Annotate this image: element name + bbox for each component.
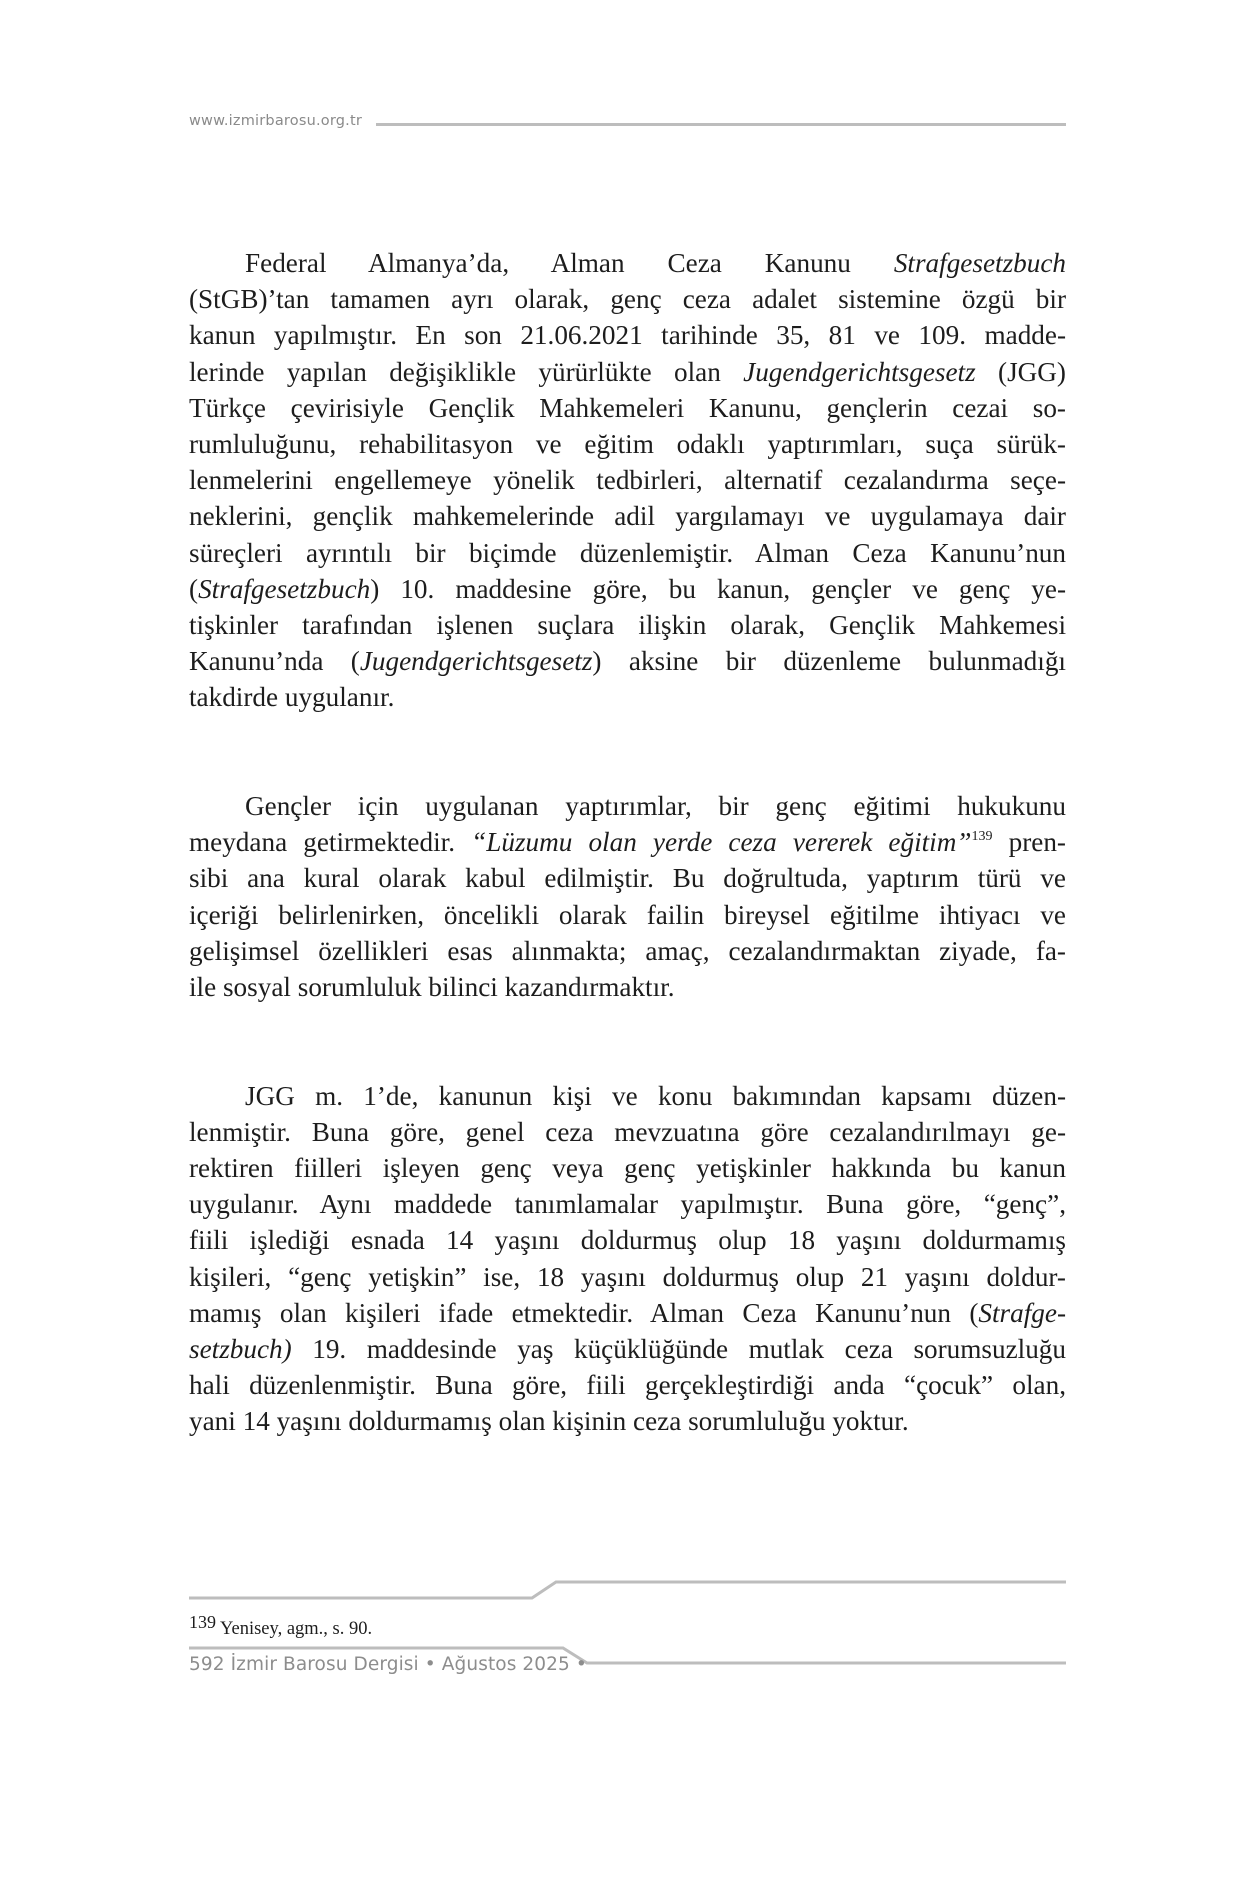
text-run: uygulanır. Aynı maddede tanımlamalar yapılmıştır. Buna göre, “genç”,	[189, 1189, 1066, 1220]
text-run: Kanunu’nda (	[189, 646, 360, 677]
text-run: hali düzenlenmiştir. Buna göre, fiili gerçekleştirdiği anda “çocuk” olan,	[189, 1370, 1066, 1401]
text-run: Gençler için uygulanan yaptırımlar, bir genç eğitimi hukukunu	[245, 791, 1066, 822]
text-run: Federal Almanya’da, Alman Ceza Kanunu	[245, 248, 894, 278]
text-run: lenmiştir. Buna göre, genel ceza mevzuatına göre cezalandırılmayı ge-	[189, 1116, 1066, 1147]
text-run: pren-	[992, 827, 1066, 858]
italic-term: “Lüzumu olan yerde ceza vererek eğitim”	[471, 827, 972, 858]
text-run: gelişimsel özellikleri esas alınmakta; amaç, cezalandırmaktan ziyade, fa-	[189, 935, 1066, 966]
text-run: 19. maddesinde yaş küçüklüğünde mutlak ceza sorumsuzluğu	[291, 1334, 1066, 1365]
footer-separator: •	[424, 1654, 436, 1675]
text-run: sibi ana kural olarak kabul edilmiştir. Bu doğrultuda, yaptırım türü ve	[189, 863, 1066, 894]
footnote	[189, 1612, 372, 1640]
text-run: rektiren fiilleri işleyen genç veya genç yetişkinler hakkında bu kanun	[189, 1153, 1066, 1184]
italic-term: Jugendgerichtsgesetz	[359, 646, 593, 677]
text-run: yani 14 yaşını doldurmamış olan kişinin ceza sorumluluğu yoktur.	[189, 1406, 909, 1437]
text-run: fiili işlediği esnada 14 yaşını doldurmuş olup 18 yaşını doldurmamış	[189, 1225, 1066, 1256]
text-run: (StGB)’tan tamamen ayrı olarak, genç ceza adalet sistemine özgü bir	[189, 284, 1066, 315]
text-run: (	[189, 573, 199, 604]
italic-term: setzbuch)	[189, 1334, 292, 1365]
footer-trailing-bullet: •	[575, 1654, 587, 1675]
page-footer	[189, 1654, 587, 1675]
text-run: süreçleri ayrıntılı bir biçimde düzenlemiştir. Alman Ceza Kanunu’nun	[189, 537, 1066, 568]
issue-date: Ağustos 2025	[441, 1654, 570, 1675]
text-run: JGG m. 1’de, kanunun kişi ve konu bakımından kapsamı düzen-	[245, 1080, 1066, 1111]
italic-term: Strafge-	[978, 1297, 1066, 1328]
italic-term: Strafgesetzbuch	[893, 248, 1066, 278]
text-run: lerinde yapılan değişiklikle yürürlükte olan	[189, 356, 744, 387]
footnote-reference: 139	[971, 829, 993, 845]
page-number: 592	[189, 1654, 225, 1675]
text-run: lenmelerini engellemeye yönelik tedbirleri, alternatif cezalandırma seçe-	[189, 465, 1066, 496]
text-run: mamış olan kişileri ifade etmektedir. Alman Ceza Kanunu’nun (	[189, 1297, 979, 1328]
text-run: ) 10. maddesine göre, bu kanun, gençler ve genç ye-	[370, 573, 1066, 604]
text-run: rumluluğunu, rehabilitasyon ve eğitim odaklı yaptırımları, suça sürük-	[189, 429, 1066, 460]
footnote-number: 139	[189, 1612, 216, 1632]
text-run: meydana getirmektedir.	[189, 827, 472, 858]
italic-term: Strafgesetzbuch	[198, 573, 371, 604]
footnote-separator-rule	[189, 1582, 1066, 1598]
text-run: takdirde uygulanır.	[189, 682, 395, 713]
text-run: neklerini, gençlik mahkemelerinde adil yargılamayı ve uygulamaya dair	[189, 501, 1066, 532]
text-run: kişileri, “genç yetişkin” ise, 18 yaşını doldurmuş olup 21 yaşını doldur-	[189, 1261, 1066, 1292]
italic-term: Jugendgerichtsgesetz	[743, 356, 976, 387]
text-run: ile sosyal sorumluluk bilinci kazandırmaktır.	[189, 972, 675, 1003]
journal-name: İzmir Barosu Dergisi	[230, 1654, 419, 1675]
text-run: Türkçe çevirisiyle Gençlik Mahkemeleri Kanunu, gençlerin cezai so-	[189, 392, 1066, 423]
text-run: kanun yapılmıştır. En son 21.06.2021 tarihinde 35, 81 ve 109. madde-	[189, 320, 1066, 351]
text-run: içeriği belirlenirken, öncelikli olarak failin bireysel eğitilme ihtiyacı ve	[189, 899, 1066, 930]
footnote-text: Yenisey, agm., s. 90.	[220, 1619, 373, 1639]
text-run: ) aksine bir düzenleme bulunmadığı	[592, 646, 1066, 677]
text-run: tişkinler tarafından işlenen suçlara ilişkin olarak, Gençlik Mahkemesi	[189, 610, 1066, 641]
header-url: www.izmirbarosu.org.tr	[189, 113, 363, 129]
text-run: (JGG)	[975, 356, 1066, 387]
